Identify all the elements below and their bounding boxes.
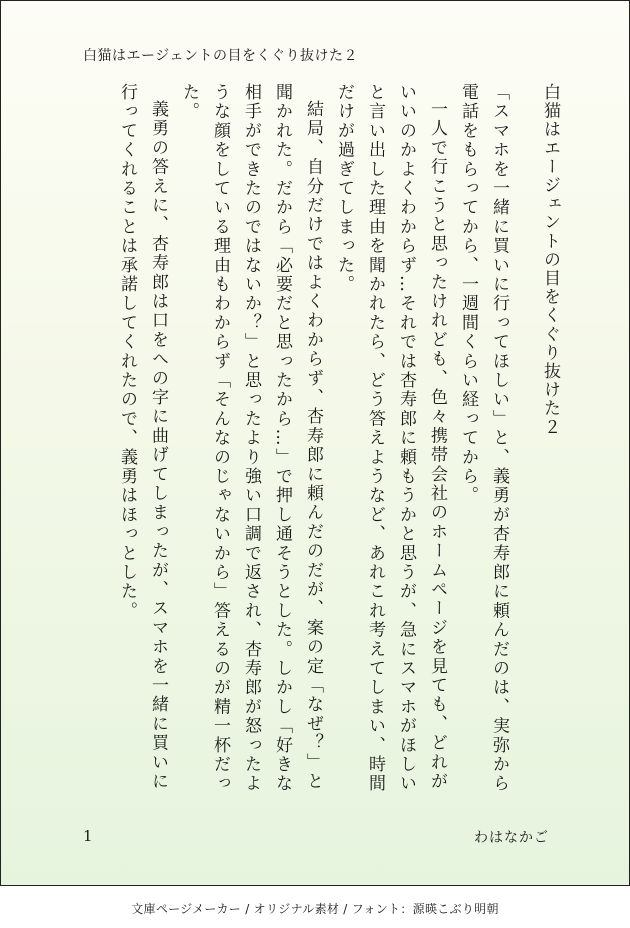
paragraph-4: 義勇の答えに、杏寿郎は口をへの字に曲げてしまったが、スマホを一緒に買いに行ってくれることは承諾してくれたので、義勇はほっとした。 (117, 83, 168, 792)
paragraph-3: 結局、自分だけではよくわからず、杏寿郎に頼んだのだが、案の定「なぜ？」と聞かれた。だから「必要だと思ったから…」で押し通そうとした。しかし「好きな相手ができたのではないか？」と思ったより強い口調で返され、杏寿郎が怒ったような顔をしている理由もわからず「そんなのじゃないから」答えるのが精一杯だった。 (179, 83, 323, 794)
work-title: 白猫はエージェントの目をくぐり抜けた２ (540, 83, 560, 437)
page-number: 1 (83, 827, 93, 845)
credit-line: 文庫ページメーカー / オリジナル素材 / フォント：源暎こぶり明朝 (131, 902, 499, 916)
running-header: 白猫はエージェントの目をくぐり抜けた２ (83, 48, 358, 64)
paragraph-2: 一人で行こうと思ったけれども、色々携帯会社のホームページを見ても、どれがいいのかよくわからず…それでは杏寿郎に頼もうかと思うが、急にスマホがほしいと言い出した理由を聞かれたら、どう答えようなど、あれこれ考えてしまい、時間だけが過ぎてしまった。 (334, 83, 447, 794)
author-name: わはなかご (474, 830, 549, 846)
paragraph-1: 「スマホを一緒に買いに行ってほしい」と、義勇が杏寿郎に頼んだのは、実弥から電話をもらってから、一週間くらい経ってから。 (458, 83, 509, 794)
vertical-body-text (73, 83, 565, 799)
